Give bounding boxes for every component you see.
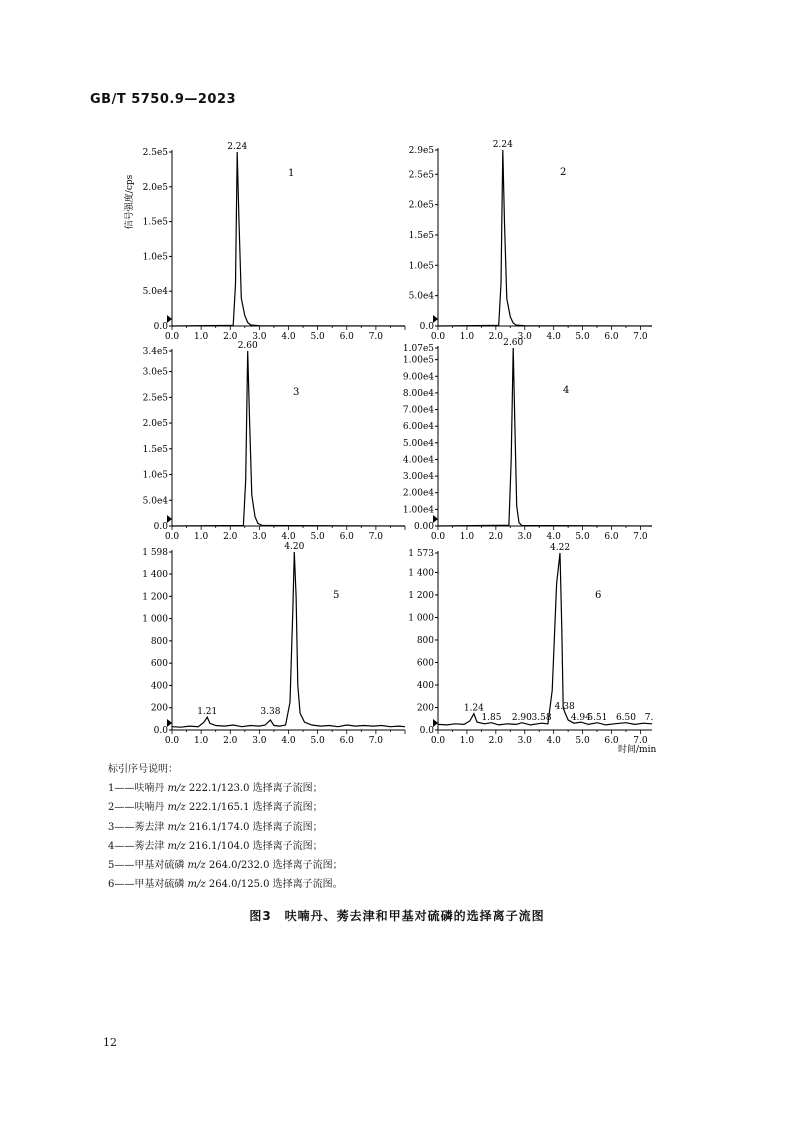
y-tick-label: 200: [150, 703, 168, 714]
y-tick-label: 1.5e5: [142, 444, 168, 455]
y-tick-label: 200: [416, 703, 434, 714]
x-tick-label: 5.0: [575, 332, 590, 342]
y-tick-label: 600: [150, 659, 168, 670]
peak-label: 3.38: [260, 707, 281, 718]
peak-label: 4.94: [570, 713, 591, 724]
peak-label: 3.58: [531, 713, 552, 724]
y-tick-label: 2.5e5: [408, 170, 434, 181]
panel-label: 2: [560, 167, 567, 178]
x-tick-label: 0.0: [430, 332, 446, 342]
y-tick-label: 1 200: [142, 592, 168, 603]
y-tick-label: 1 000: [408, 613, 434, 624]
y-tick-label: 1 000: [142, 614, 168, 625]
y-tick-label: 1.0e5: [408, 261, 434, 272]
peak-label: 6.50: [615, 713, 636, 724]
y-tick-label: 1 400: [408, 568, 434, 579]
x-tick-label: 2.0: [223, 532, 238, 542]
x-tick-label: 0.0: [164, 332, 180, 342]
x-tick-label: 4.0: [546, 332, 561, 342]
y-tick-label: 1.00e4: [402, 505, 434, 516]
y-tick-label: 3.0e5: [142, 367, 168, 378]
x-tick-label: 3.0: [517, 736, 532, 746]
peak-label: 2.24: [227, 142, 248, 152]
y-tick-label: 2.0e5: [142, 419, 168, 430]
x-tick-label: 1.0: [193, 532, 209, 542]
y-tick-label: 0.0: [419, 726, 434, 736]
figure-caption: 图3 呋喃丹、莠去津和甲基对硫磷的选择离子流图: [249, 909, 545, 923]
x-tick-label: 0.0: [430, 532, 446, 542]
y-tick-label: 1.07e5: [402, 344, 434, 354]
x-tick-label: 3.0: [517, 332, 532, 342]
peak-label: 4.22: [550, 543, 571, 553]
y-tick-label: 8.00e4: [402, 388, 434, 399]
x-tick-label: 7.0: [633, 532, 648, 542]
x-tick-label: 2.0: [223, 736, 238, 746]
peak-label: 4.20: [284, 542, 305, 552]
panel-label: 5: [333, 590, 340, 601]
peak-label: 2.24: [492, 140, 513, 150]
y-tick-label: 5.0e4: [142, 287, 168, 298]
x-tick-label: 4.0: [281, 332, 296, 342]
panel-label: 4: [563, 385, 570, 396]
legend-item: 3——莠去津 m/z 216.1/174.0 选择离子流图；: [108, 821, 323, 833]
y-tick-label: 3.00e4: [402, 472, 434, 483]
y-tick-label: 2.0e5: [408, 200, 434, 211]
y-tick-label: 1.5e5: [142, 217, 168, 228]
x-tick-label: 6.0: [604, 736, 619, 746]
y-tick-label: 0.0: [419, 322, 434, 332]
x-tick-label: 4.0: [546, 736, 561, 746]
x-tick-label: 0.0: [164, 532, 180, 542]
y-tick-label: 2.00e4: [402, 488, 434, 499]
y-tick-label: 6.00e4: [402, 422, 434, 433]
chromatogram-trace: [172, 351, 405, 526]
chromatogram-trace: [438, 150, 652, 326]
x-tick-label: 3.0: [252, 532, 267, 542]
legend-item: 2——呋喃丹 m/z 222.1/165.1 选择离子流图；: [108, 802, 323, 814]
x-tick-label: 3.0: [252, 332, 267, 342]
peak-label: 2.60: [237, 341, 258, 351]
y-tick-label: 600: [416, 658, 434, 669]
y-tick-label: 4.00e4: [402, 455, 434, 466]
x-tick-label: 1.0: [193, 332, 209, 342]
x-tick-label: 7.0: [633, 332, 648, 342]
y-tick-label: 800: [416, 635, 434, 646]
page-number: 12: [103, 1036, 117, 1049]
peak-label: 1.85: [481, 713, 502, 724]
chromatogram-trace: [438, 553, 652, 725]
peak-label: 1.21: [197, 707, 218, 718]
y-tick-label: 0.0: [153, 726, 168, 736]
x-tick-label: 5.0: [575, 532, 590, 542]
y-tick-label: 2.0e5: [142, 182, 168, 193]
y-tick-label: 400: [150, 681, 168, 692]
x-tick-label: 7.0: [368, 736, 384, 746]
x-tick-label: 6.0: [339, 332, 354, 342]
x-tick-label: 1.0: [459, 736, 475, 746]
peak-label: 5.51: [587, 713, 608, 724]
x-tick-label: 2.0: [223, 332, 238, 342]
legend-item: 5——甲基对硫磷 m/z 264.0/232.0 选择离子流图；: [108, 860, 343, 872]
x-tick-label: 4.0: [281, 532, 296, 542]
y-tick-label: 1 400: [142, 570, 168, 581]
x-tick-label: 5.0: [575, 736, 590, 746]
x-tick-label: 0.0: [164, 736, 180, 746]
x-tick-label: 2.0: [488, 532, 504, 542]
y-tick-label: 7.00e4: [402, 405, 434, 416]
x-tick-label: 4.0: [546, 532, 561, 542]
x-tick-label: 5.0: [310, 736, 325, 746]
x-tick-label: 1.0: [459, 332, 475, 342]
x-tick-label: 2.0: [488, 332, 504, 342]
peak-label: 2.60: [503, 338, 524, 348]
peak-label: 4.38: [554, 701, 575, 712]
x-tick-label: 3.0: [252, 736, 267, 746]
panel-label: 1: [288, 168, 295, 179]
y-tick-label: 5.0e4: [408, 291, 434, 302]
x-tick-label: 7.0: [368, 532, 384, 542]
x-tick-label: 6.0: [339, 532, 354, 542]
x-tick-label: 0.0: [430, 736, 446, 746]
y-tick-label: 2.9e5: [408, 146, 434, 156]
peak-label: 1.24: [463, 703, 484, 714]
x-tick-label: 7.0: [633, 736, 648, 746]
x-tick-label: 3.0: [517, 532, 532, 542]
y-tick-label: 1 200: [408, 590, 434, 601]
y-tick-label: 2.5e5: [142, 393, 168, 404]
legend-item: 4——莠去津 m/z 216.1/104.0 选择离子流图；: [108, 840, 323, 852]
y-tick-label: 0.0: [153, 522, 168, 532]
x-axis-title: 时间/min: [618, 745, 657, 755]
y-tick-label: 5.0e4: [142, 496, 168, 507]
standard-number: GB/T 5750.9—2023: [90, 92, 237, 107]
peak-label: 7.: [644, 713, 654, 724]
legend-notes: [108, 760, 343, 894]
y-axis-title: 信号强度/cps: [125, 174, 135, 230]
x-tick-label: 2.0: [488, 736, 504, 746]
x-tick-label: 6.0: [604, 332, 619, 342]
x-tick-label: 7.0: [368, 332, 384, 342]
y-tick-label: 3.4e5: [142, 347, 168, 357]
y-tick-label: 1 573: [408, 549, 434, 559]
y-tick-label: 1.0e5: [142, 252, 168, 263]
x-tick-label: 6.0: [339, 736, 354, 746]
y-tick-label: 0.0: [153, 322, 168, 332]
x-tick-label: 1.0: [459, 532, 475, 542]
x-tick-label: 6.0: [604, 532, 619, 542]
legend-item: 1——呋喃丹 m/z 222.1/123.0 选择离子流图；: [108, 783, 323, 795]
peak-label: 2.90: [511, 713, 532, 724]
x-tick-label: 5.0: [310, 332, 325, 342]
x-tick-label: 4.0: [281, 736, 296, 746]
panel-label: 3: [293, 387, 300, 398]
y-tick-label: 9.00e4: [402, 372, 434, 383]
legend-title: 标引序号说明：: [108, 764, 178, 775]
panel-label: 6: [595, 590, 602, 601]
x-tick-label: 5.0: [310, 532, 325, 542]
y-tick-label: 5.00e4: [402, 438, 434, 449]
chromatogram-trace: [438, 348, 652, 526]
y-tick-label: 1.0e5: [142, 470, 168, 481]
chromatogram-trace: [172, 552, 405, 727]
y-tick-label: 0.00: [413, 522, 434, 532]
y-tick-label: 1.00e5: [402, 355, 434, 366]
y-tick-label: 800: [150, 636, 168, 647]
y-tick-label: 2.5e5: [142, 148, 168, 158]
y-tick-label: 1 598: [142, 548, 168, 558]
y-tick-label: 1.5e5: [408, 230, 434, 241]
x-tick-label: 1.0: [193, 736, 209, 746]
legend-item: 6——甲基对硫磷 m/z 264.0/125.0 选择离子流图。: [108, 879, 343, 891]
y-tick-label: 400: [416, 680, 434, 691]
